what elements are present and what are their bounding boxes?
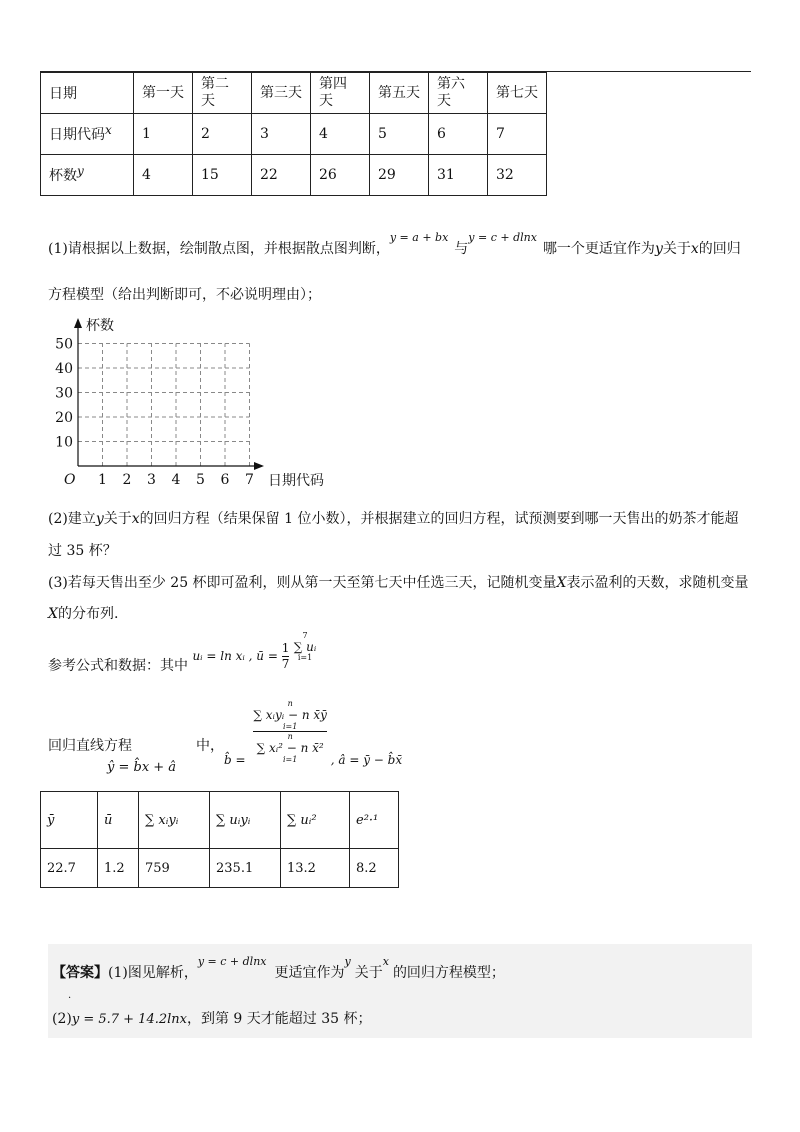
table-row (41, 73, 547, 114)
x-tick-label: 6 (220, 472, 230, 488)
question-1-line-2: 方程模型（给出判断即可，不必说明理由）； (48, 287, 321, 303)
table-cell: 32 (488, 155, 547, 196)
table-cell: 第五天 (370, 73, 429, 114)
x-axis-arrow (254, 462, 264, 470)
table-cell: 4 (311, 114, 370, 155)
answer-dot: . (68, 990, 72, 1001)
regression-line-equation: ŷ = b̂x + â (107, 760, 177, 775)
x-tick-label: 2 (122, 472, 132, 488)
x-tick-label: 3 (147, 472, 156, 488)
answer-line-1: 【答案】(1)图见解析，$^{y = c + dlnx}$更适宜作为$^y$关于$^x$的回归方程模型； (52, 955, 505, 981)
table-row (41, 114, 547, 155)
question-2-line-1: (2)建立y关于x的回归方程（结果保留 1 位小数），并根据建立的回归方程，试预测要到哪一天售出的奶茶才能超 (48, 511, 739, 527)
x-tick-label: 1 (98, 472, 107, 488)
table-cell: 2 (193, 114, 252, 155)
table-cell: 22 (252, 155, 311, 196)
table-cell: 759 (139, 849, 210, 888)
table-cell: 4 (134, 155, 193, 196)
sum-u: 7 ∑ uᵢ i=1 (293, 631, 317, 662)
question-1-line-1: (1)请根据以上数据，绘制散点图，并根据散点图判断，$^{y = a + bx}$与$^{y = c + dlnx}$哪一个更适宜作为y关于x的回归 (48, 231, 741, 257)
table-cell: 第二 天 (193, 73, 252, 114)
table-cell: 13.2 (281, 849, 350, 888)
table-row (41, 155, 547, 196)
row-header: 杯数y (41, 155, 134, 196)
question-3-line-2: X的分布列. (48, 606, 119, 622)
table-row (41, 849, 399, 888)
table-cell: 22.7 (41, 849, 98, 888)
table-cell: 3 (252, 114, 311, 155)
y-tick-label: 50 (55, 336, 73, 353)
table-header-cell: ȳ (41, 792, 98, 849)
table-cell: 8.2 (350, 849, 399, 888)
question-2-line-2: 过 35 杯？ (48, 543, 117, 559)
table-header-cell: ∑ uᵢyᵢ (210, 792, 281, 849)
table-cell: 第六 天 (429, 73, 488, 114)
b-hat-fraction: n ∑ xᵢyᵢ − n x̄ȳ i=1 n ∑ xᵢ² − n x̄² i=1 (253, 699, 327, 764)
scatter-grid-chart (50, 312, 350, 492)
answer-line-2: (2)y = 5.7 + 14.2lnx，到第 9 天才能超过 35 杯； (52, 1011, 372, 1027)
regression-zhong: 中， (196, 738, 224, 754)
x-tick-label: 5 (196, 472, 205, 488)
y-axis-label: 杯数 (86, 318, 114, 334)
data-table (40, 72, 547, 196)
table-row (41, 792, 399, 849)
reference-data-table (40, 791, 399, 888)
x-axis-label: 日期代码 (268, 473, 324, 489)
table-cell: 6 (429, 114, 488, 155)
table-cell: 26 (311, 155, 370, 196)
y-tick-label: 20 (55, 410, 73, 426)
regression-label: 回归直线方程 (48, 738, 132, 754)
table-cell: 第一天 (134, 73, 193, 114)
one-seventh-fraction: $\frac{1}{7}$ (281, 640, 290, 671)
y-tick-label: 30 (55, 385, 73, 402)
x-tick-label: 7 (245, 472, 254, 488)
b-hat-formula: b̂ = n ∑ xᵢyᵢ − n x̄ȳ i=1 n ∑ xᵢ² − n x̄² i=1 , â = ȳ − b̂x̄ (224, 699, 403, 767)
y-tick-label: 10 (55, 434, 73, 451)
table-header-cell: ū (98, 792, 139, 849)
x-tick-label: 4 (171, 472, 181, 488)
table-cell: 29 (370, 155, 429, 196)
table-cell: 5 (370, 114, 429, 155)
question-3-line-1: (3)若每天售出至少 25 杯即可盈利，则从第一天至第七天中任选三天，记随机变量X表示盈利的天数，求随机变量 (48, 575, 749, 591)
table-cell: 15 (193, 155, 252, 196)
table-cell: 235.1 (210, 849, 281, 888)
row-header: 日期 (41, 73, 134, 114)
table-cell: 1.2 (98, 849, 139, 888)
origin-label: O (64, 472, 76, 488)
table-cell: 31 (429, 155, 488, 196)
table-cell: 第四 天 (311, 73, 370, 114)
y-tick-label: 40 (55, 361, 73, 377)
table-header-cell: ∑ uᵢ² (281, 792, 350, 849)
table-header-cell: e²·¹ (350, 792, 399, 849)
y-axis-arrow (74, 318, 82, 328)
table-cell: 1 (134, 114, 193, 155)
table-header-cell: ∑ xᵢyᵢ (139, 792, 210, 849)
row-header: 日期代码x (41, 114, 134, 155)
reference-formula: 参考公式和数据：其中 uᵢ = ln xᵢ , ū = $\frac{1}{7}$ 7 ∑ uᵢ i=1 (48, 631, 317, 674)
table-cell: 第七天 (488, 73, 547, 114)
table-cell: 第三天 (252, 73, 311, 114)
table-cell: 7 (488, 114, 547, 155)
